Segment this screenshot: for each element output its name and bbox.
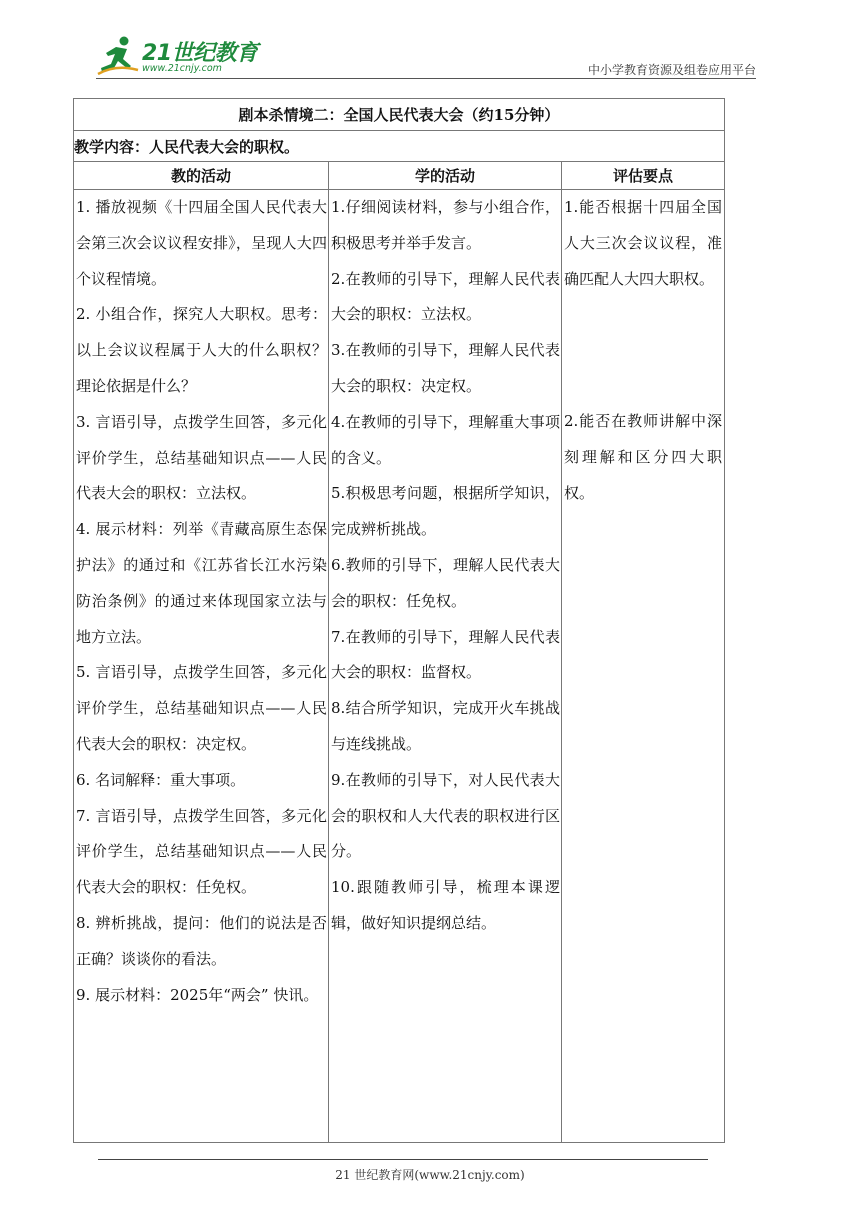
evaluation-item: 1.能否根据十四届全国人大三次会议议程，准确匹配人大四大职权。 (564, 198, 722, 288)
evaluation-item: 2.能否在教师讲解中深刻理解和区分四大职权。 (564, 412, 722, 502)
student-item: 6.教师的引导下，理解人民代表大会的职权：任免权。 (331, 555, 560, 610)
teacher-item: 7. 言语引导，点拨学生回答，多元化评价学生，总结基础知识点——人民代表大会的职权：任免权。 (76, 806, 327, 897)
table-content-row (74, 131, 725, 162)
teacher-item: 2. 小组合作，探究人大职权。思考：以上会议议程属于人大的什么职权？理论依据是什么？ (76, 305, 327, 395)
column-header-evaluation: 评估要点 (562, 162, 725, 190)
column-header-teacher: 教的活动 (74, 162, 329, 190)
student-item: 8.结合所学知识，完成开火车挑战与连线挑战。 (331, 699, 560, 753)
logo-text: 21世纪教育 (142, 41, 258, 66)
header-divider (96, 78, 756, 79)
runner-logo-icon (96, 34, 140, 78)
student-item: 4.在教师的引导下，理解重大事项的含义。 (331, 412, 560, 467)
student-item: 9.在教师的引导下，对人民代表大会的职权和人大代表的职权进行区分。 (331, 770, 560, 861)
student-item: 5.积极思考问题，根据所学知识，完成辨析挑战。 (331, 484, 560, 539)
platform-name: 中小学教育资源及组卷应用平台 (587, 63, 756, 77)
student-item: 1.仔细阅读材料，参与小组合作，积极思考并举手发言。 (331, 198, 560, 252)
student-item: 10.跟随教师引导，梳理本课逻辑，做好知识提纲总结。 (331, 878, 560, 932)
teacher-item: 8. 辨析挑战，提问：他们的说法是否正确？谈谈你的看法。 (76, 913, 327, 968)
spacer (564, 297, 722, 404)
page-footer: 21 世纪教育网(www.21cnjy.com) (335, 1168, 525, 1182)
table-title-row (74, 99, 725, 131)
column-header-student: 学的活动 (329, 162, 562, 190)
evaluation-points (562, 190, 725, 1143)
student-item: 3.在教师的引导下，理解人民代表大会的职权：决定权。 (331, 341, 560, 395)
teaching-content: 教学内容：人民代表大会的职权。 (74, 131, 725, 162)
student-item: 2.在教师的引导下，理解人民代表大会的职权：立法权。 (331, 269, 560, 324)
teacher-item: 6. 名词解释：重大事项。 (76, 770, 246, 789)
logo-url: www.21cnjy.com (142, 63, 222, 74)
logo (96, 34, 266, 78)
teacher-item: 5. 言语引导，点拨学生回答，多元化评价学生，总结基础知识点——人民代表大会的职权：决定权。 (76, 663, 327, 753)
student-activities (329, 190, 562, 1143)
page-header (0, 0, 860, 80)
teacher-item: 1. 播放视频《十四届全国人民代表大会第三次会议议程安排》，呈现人大四个议程情境。 (76, 198, 327, 288)
table-body-row (74, 190, 725, 1143)
teacher-activities (74, 190, 329, 1143)
table-header-row (74, 162, 725, 190)
student-item: 7.在教师的引导下，理解人民代表大会的职权：监督权。 (331, 627, 560, 682)
lesson-table (73, 98, 725, 1143)
teacher-item: 9. 展示材料：2025年“两会” 快讯。 (76, 985, 319, 1004)
footer-divider (98, 1159, 708, 1160)
table-title: 剧本杀情境二：全国人民代表大会（约15分钟） (74, 99, 725, 131)
teacher-item: 3. 言语引导，点拨学生回答，多元化评价学生，总结基础知识点——人民代表大会的职权：立法权。 (76, 412, 327, 503)
teacher-item: 4. 展示材料：列举《青藏高原生态保护法》的通过和《江苏省长江水污染防治条例》的通过来体现国家立法与地方立法。 (76, 520, 327, 646)
